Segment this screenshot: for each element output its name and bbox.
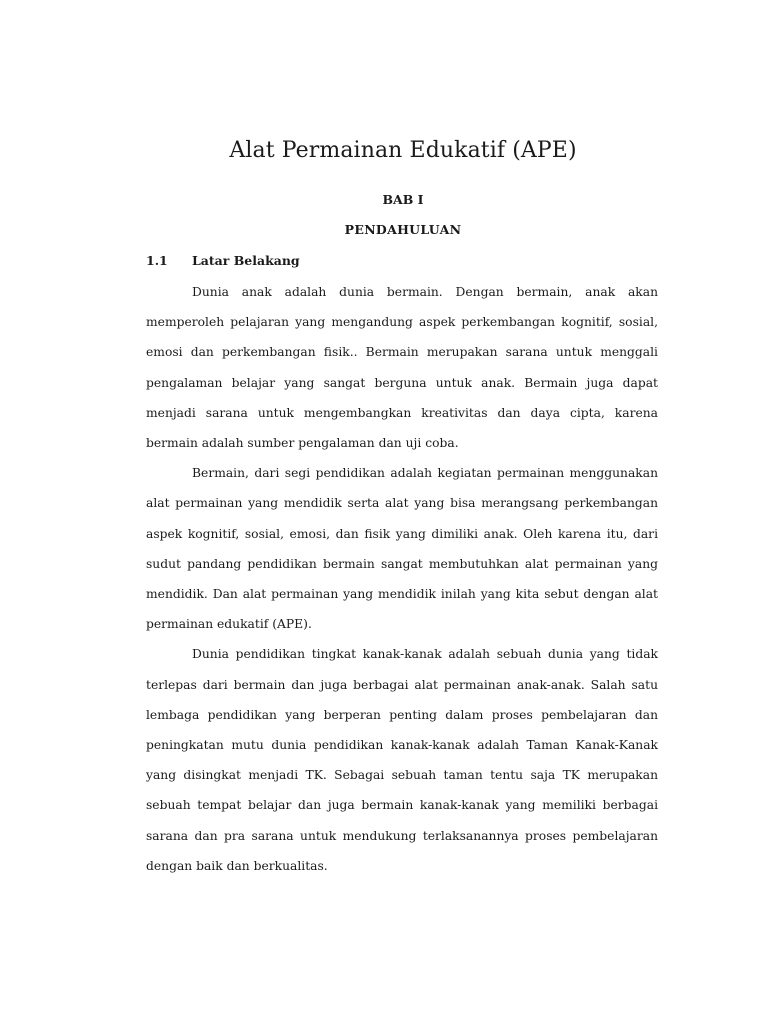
paragraph: Dunia anak adalah dunia bermain. Dengan bermain, anak akan memperoleh pelajaran yang mengandung aspek perkembangan kognitif, sosial, emosi dan perkembangan fisik.. Bermain merupakan sarana untuk menggali pengalaman belajar yang sangat berguna untuk anak. Bermain juga dapat menjadi sarana untuk mengembangkan kreativitas dan daya cipta, karena bermain adalah sumber pengalaman dan uji coba. [146,285,658,451]
document-title: Alat Permainan Edukatif (APE) [229,138,577,163]
body-text [146,277,658,881]
paragraph: Bermain, dari segi pendidikan adalah kegiatan permainan menggunakan alat permainan yang mendidik serta alat yang bisa merangsang perkembangan aspek kognitif, sosial, emosi, dan fisik yang dimiliki anak. Oleh karena itu, dari sudut pandang pendidikan bermain sangat membutuhkan alat permainan yang mendidik. Dan alat permainan yang mendidik inilah yang kita sebut dengan alat permainan edukatif (APE). [146,466,658,632]
chapter-label: BAB I [382,192,424,207]
chapter-title: PENDAHULUAN [344,222,462,237]
section-title: Latar Belakang [192,253,300,268]
section-heading [146,253,300,268]
section-number: 1.1 [146,253,168,268]
paragraph: Dunia pendidikan tingkat kanak-kanak adalah sebuah dunia yang tidak terlepas dari bermain dan juga berbagai alat permainan anak-anak. Salah satu lembaga pendidikan yang berperan penting dalam proses pembelajaran dan peningkatan mutu dunia pendidikan kanak-kanak adalah Taman Kanak-Kanak yang disingkat menjadi TK. Sebagai sebuah taman tentu saja TK merupakan sebuah tempat belajar dan juga bermain kanak-kanak yang memiliki berbagai sarana dan pra sarana untuk mendukung terlaksanannya proses pembelajaran dengan baik dan berkualitas. [146,647,658,873]
